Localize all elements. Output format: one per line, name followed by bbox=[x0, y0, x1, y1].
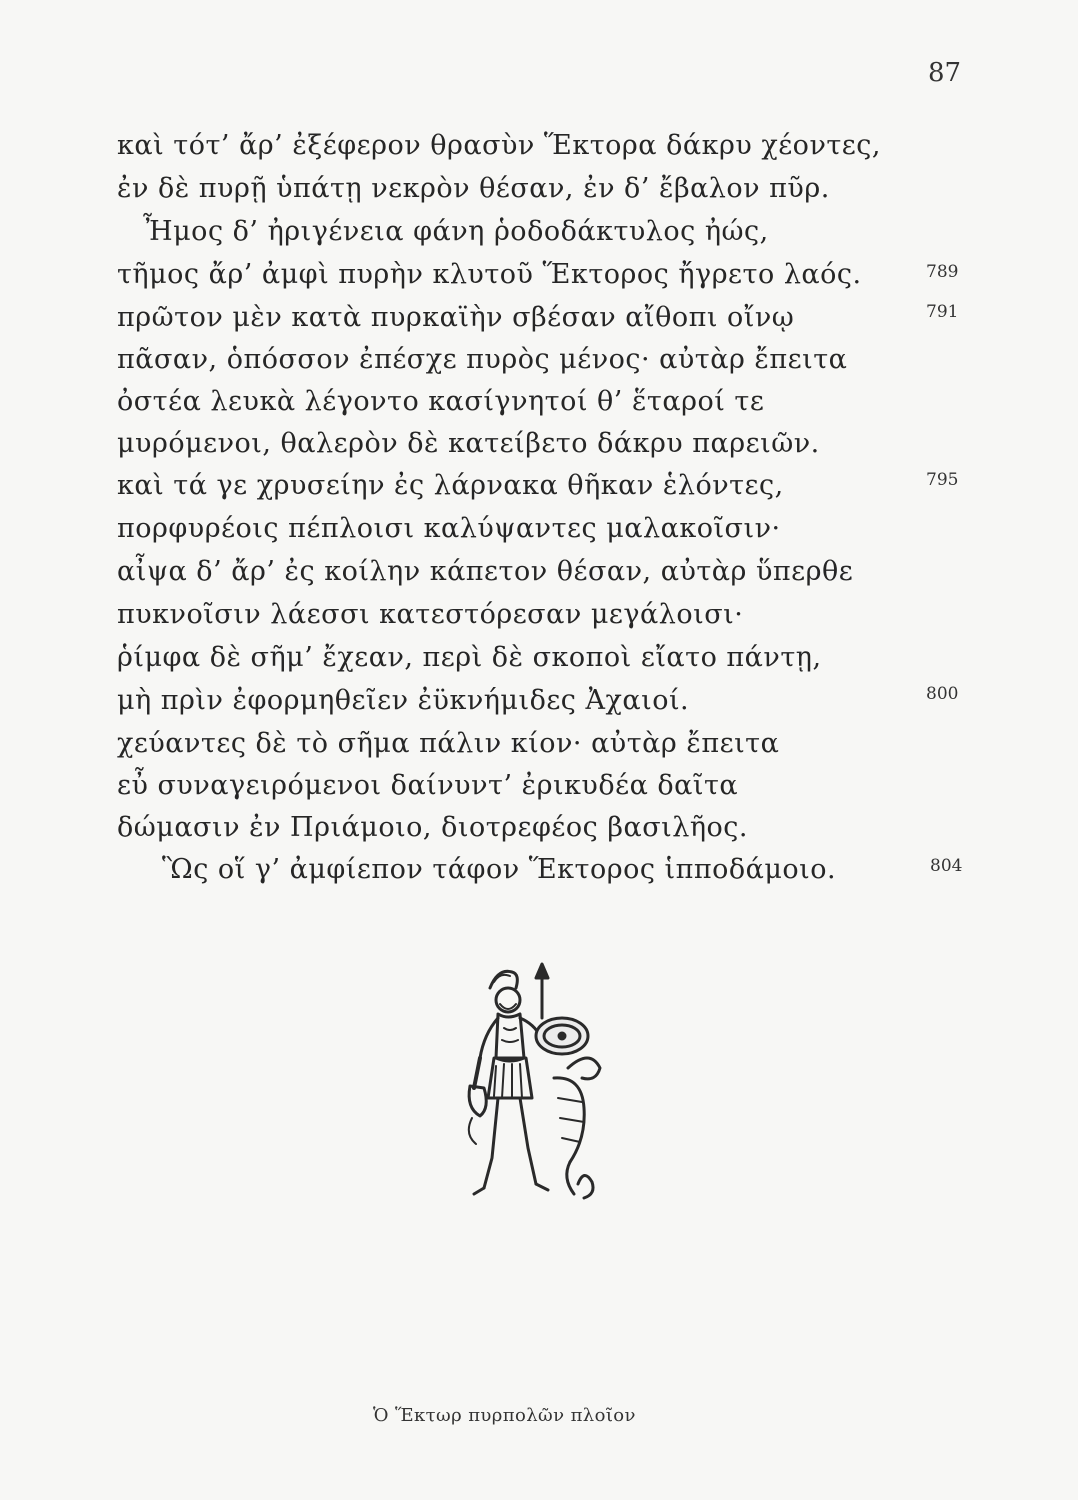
hector-warrior-figure-icon bbox=[450, 958, 620, 1238]
verse-line: μυρόμενοι, θαλερὸν δὲ κατείβετο δάκρυ παρειῶν. bbox=[117, 428, 820, 459]
verse-line: καὶ τότ’ ἄρ’ ἐξέφερον θρασὺν Ἕκτορα δάκρυ χέοντες, bbox=[117, 130, 881, 161]
verse-line: χεύαντες δὲ τὸ σῆμα πάλιν κίον· αὐτὰρ ἔπειτα bbox=[117, 728, 780, 759]
verse-line: δώμασιν ἐν Πριάμοιο, διοτρεφέος βασιλῆος. bbox=[117, 812, 748, 843]
verse-line: πᾶσαν, ὁπόσσον ἐπέσχε πυρὸς μένος· αὐτὰρ ἔπειτα bbox=[117, 344, 848, 375]
verse-line: ῥίμφα δὲ σῆμ’ ἔχεαν, περὶ δὲ σκοποὶ εἴατο πάντῃ, bbox=[117, 642, 822, 673]
verse-line: πυκνοῖσιν λάεσσι κατεστόρεσαν μεγάλοισι· bbox=[117, 599, 744, 630]
page-number: 87 bbox=[928, 58, 962, 88]
verse-line: Ἦμος δ’ ἠριγένεια φάνη ῥοδοδάκτυλος ἠώς, bbox=[143, 216, 769, 247]
verse-line: Ὣς οἵ γ’ ἀμφίεπον τάφον Ἕκτορος ἱπποδάμοιο. bbox=[162, 854, 837, 885]
line-number: 795 bbox=[926, 470, 959, 490]
verse-line: καὶ τά γε χρυσείην ἐς λάρνακα θῆκαν ἑλόντες, bbox=[117, 470, 784, 501]
line-number: 804 bbox=[930, 856, 963, 876]
verse-line: ἐν δὲ πυρῇ ὑπάτῃ νεκρὸν θέσαν, ἐν δ’ ἔβαλον πῦρ. bbox=[117, 173, 830, 204]
verse-line: πορφυρέοις πέπλοισι καλύψαντες μαλακοῖσιν· bbox=[117, 513, 781, 544]
verse-line: τῆμος ἄρ’ ἀμφὶ πυρὴν κλυτοῦ Ἕκτορος ἤγρετο λαός. bbox=[117, 259, 862, 290]
verse-line: πρῶτον μὲν κατὰ πυρκαϊὴν σβέσαν αἴθοπι οἴνῳ bbox=[117, 302, 795, 333]
illustration-caption: Ὁ Ἕκτωρ πυρπολῶν πλοῖον bbox=[373, 1405, 636, 1426]
verse-line: εὖ συναγειρόμενοι δαίνυντ’ ἐρικυδέα δαῖτα bbox=[117, 770, 739, 801]
verse-line: μὴ πρὶν ἐφορμηθεῖεν ἐϋκνήμιδες Ἀχαιοί. bbox=[117, 685, 690, 716]
verse-line: ὀστέα λευκὰ λέγοντο κασίγνητοί θ’ ἕταροί τε bbox=[117, 386, 765, 417]
line-number: 789 bbox=[926, 262, 959, 282]
line-number: 791 bbox=[926, 302, 959, 322]
verse-line: αἶψα δ’ ἄρ’ ἐς κοίλην κάπετον θέσαν, αὐτὰρ ὕπερθε bbox=[117, 556, 854, 587]
line-number: 800 bbox=[926, 684, 959, 704]
